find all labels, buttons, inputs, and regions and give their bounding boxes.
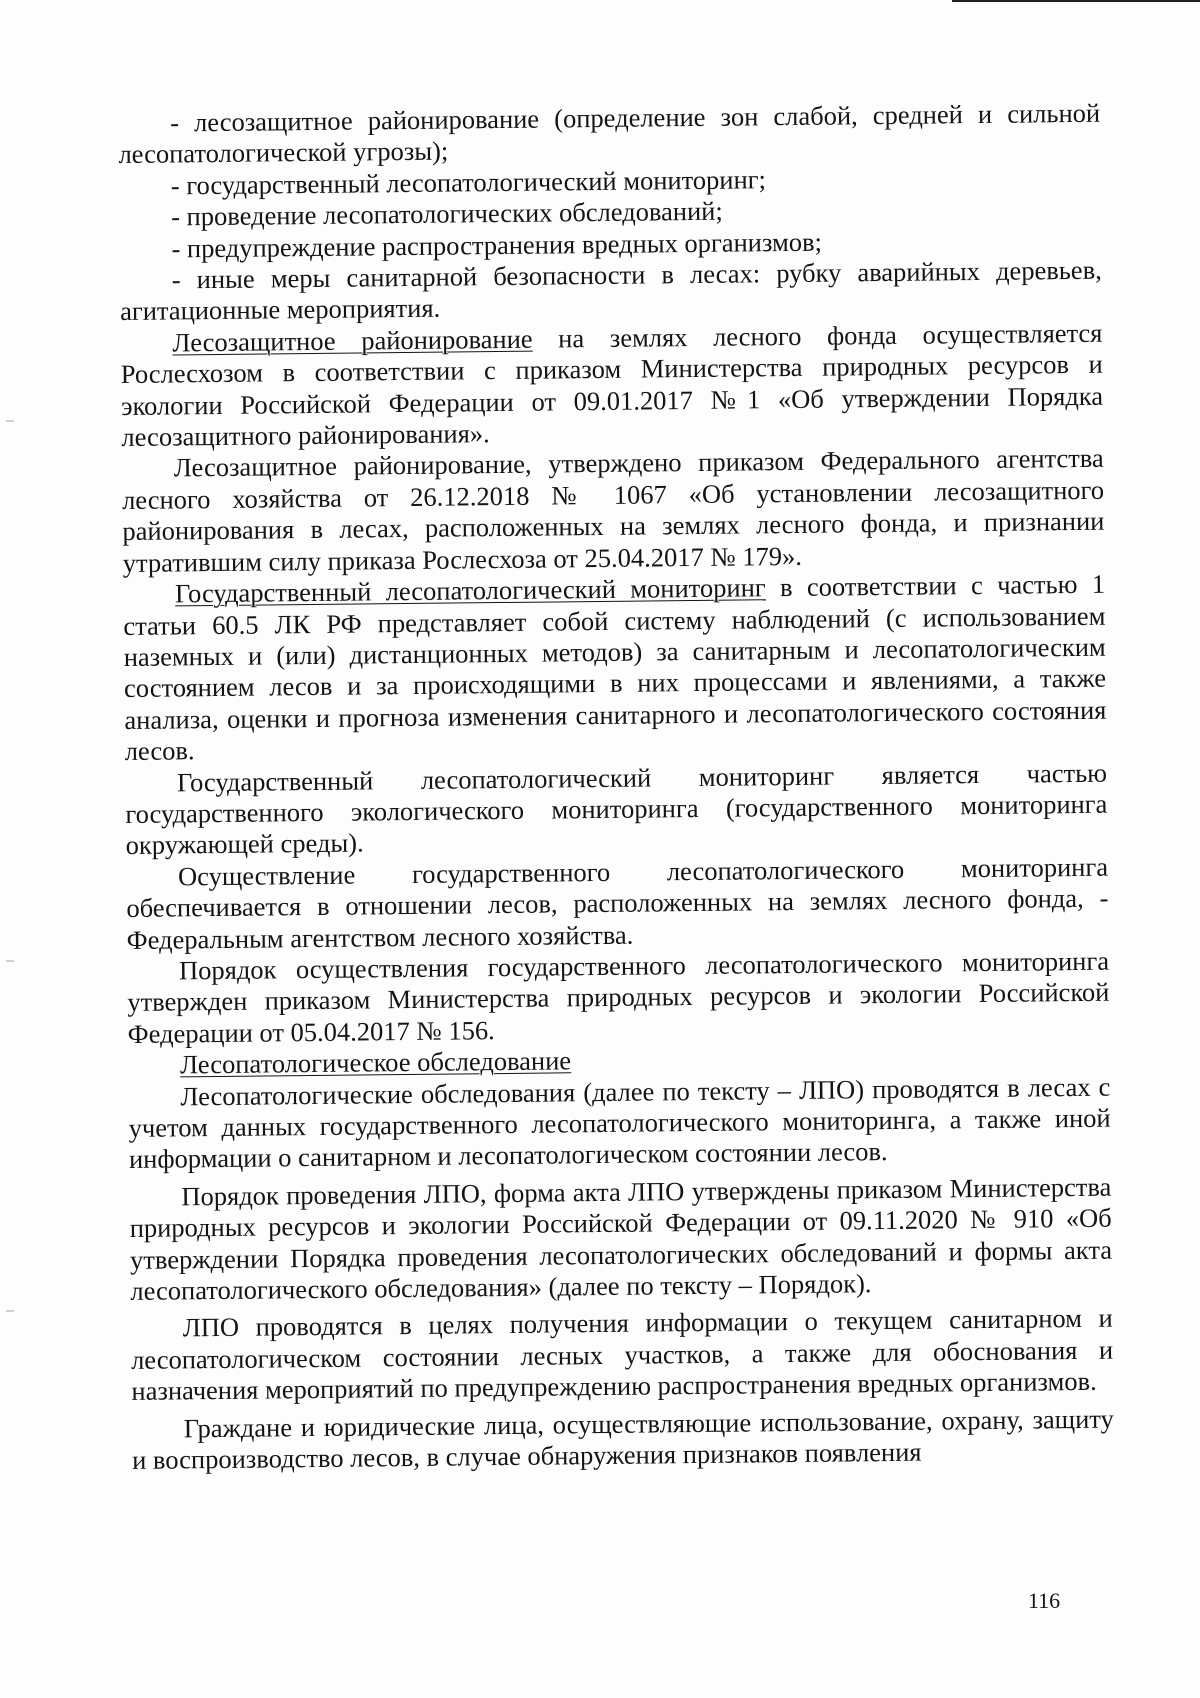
paragraph-survey-definition [128, 1071, 1111, 1175]
paragraph-text: Лесопатологические обследования (далее по тексту – ЛПО) проводятся в лесах с учетом данных государственного лесопатологического мониторинга, а также иной информации о санитарном и лесопатологическом состоянии лесов. [128, 1071, 1111, 1175]
paragraph-monitoring-part [125, 757, 1108, 861]
paragraph-text: в соответствии с частью 1 статьи 60.5 ЛК РФ представляет собой систему наблюдений (с использованием наземных и (или) дистанционных методов) за санитарным и лесопатологическим состоянием лесов и за происходящими в них процессами и явлениями, а также анализа, оценки и прогноза изменения санитарного и лесопатологического состояния лесов. [123, 568, 1107, 767]
paragraph-text: - проведение лесопатологических обследований; [170, 195, 723, 232]
paragraph-text: Лесозащитное районирование, утверждено приказом Федерального агентства лесного хозяйства от 26.12.2018 № 1067 «Об установлении лесозащитного районирования в лесах, расположенных на землях лесного фонда, и признании утратившим силу приказа Рослесхоза от 25.04.2017 № 179». [121, 443, 1105, 578]
list-item-zoning [118, 98, 1101, 171]
paragraph-monitoring-order [127, 946, 1110, 1050]
paragraph-text: Порядок проведения ЛПО, форма акта ЛПО утверждены приказом Министерства природных ресурсов и экологии Российской Федерации от 09.11.2020 № 910 «Об утверждении Порядка проведения лесопатологических обследований и формы акта лесопатологического обследования» (далее по тексту – Порядок). [129, 1171, 1113, 1306]
paragraph-survey-order [129, 1171, 1112, 1307]
paragraph-text: на землях лесного фонда осуществляется Рослесхозом в соответствии с приказом Министерства природных ресурсов и экологии Российской Федерации от 09.01.2017 №1 «Об утверждении Порядка лесозащитного районирования». [120, 317, 1104, 453]
underlined-term: Лесопатологическое обследование [179, 1045, 572, 1080]
top-edge-rule [952, 0, 1200, 2]
underlined-term: Государственный лесопатологический мониторинг [174, 572, 766, 609]
paragraph-text: - иные меры санитарной безопасности в лесах: рубку аварийных деревьев, агитационные мероприятия. [119, 254, 1102, 327]
paragraph-text: Осуществление государственного лесопатологического мониторинга обеспечивается в отношении лесов, расположенных на землях лесного фонда, - Федеральным агентством лесного хозяйства. [126, 851, 1109, 955]
paragraph-monitoring-responsible [126, 851, 1109, 955]
paragraph-text: ЛПО проводятся в целях получения информации о текущем санитарном и лесопатологическом состоянии лесных участков, а также для обоснования и назначения мероприятий по предупреждению распространения вредных организмов. [130, 1303, 1114, 1407]
paragraph-zoning-order [122, 443, 1105, 579]
paragraph-text: Порядок осуществления государственного лесопатологического мониторинга утвержден приказом Министерства природных ресурсов и экологии Российской Федерации от 05.04.2017 № 156. [127, 945, 1110, 1049]
paragraph-text: Граждане и юридические лица, осуществляющие использование, охрану, защиту и воспроизводство лесов, в случае обнаружения признаков появления [132, 1403, 1114, 1475]
scan-speck [6, 1310, 14, 1312]
paragraph-text: - лесозащитное районирование (определение зон слабой, средней и сильной лесопатологической угрозы); [118, 97, 1101, 170]
underlined-term: Лесозащитное районирование [172, 323, 533, 358]
paragraph-text: - государственный лесопатологический мониторинг; [170, 164, 767, 201]
document-body [118, 98, 1114, 1477]
paragraph-text: - предупреждение распространения вредных организмов; [171, 226, 823, 264]
paragraph-survey-purpose [131, 1303, 1114, 1407]
page-number: 116 [1028, 1588, 1061, 1613]
paragraph-zoning-basis [120, 318, 1103, 454]
paragraph-citizens-duty [132, 1403, 1115, 1476]
list-item-other-measures [120, 255, 1103, 328]
scan-speck [6, 960, 14, 962]
paragraph-text: Государственный лесопатологический мониторинг является частью государственного экологического мониторинга (государственного мониторинга окружающей среды). [125, 757, 1108, 861]
paragraph-monitoring-definition [123, 569, 1107, 768]
scan-speck [6, 420, 14, 422]
